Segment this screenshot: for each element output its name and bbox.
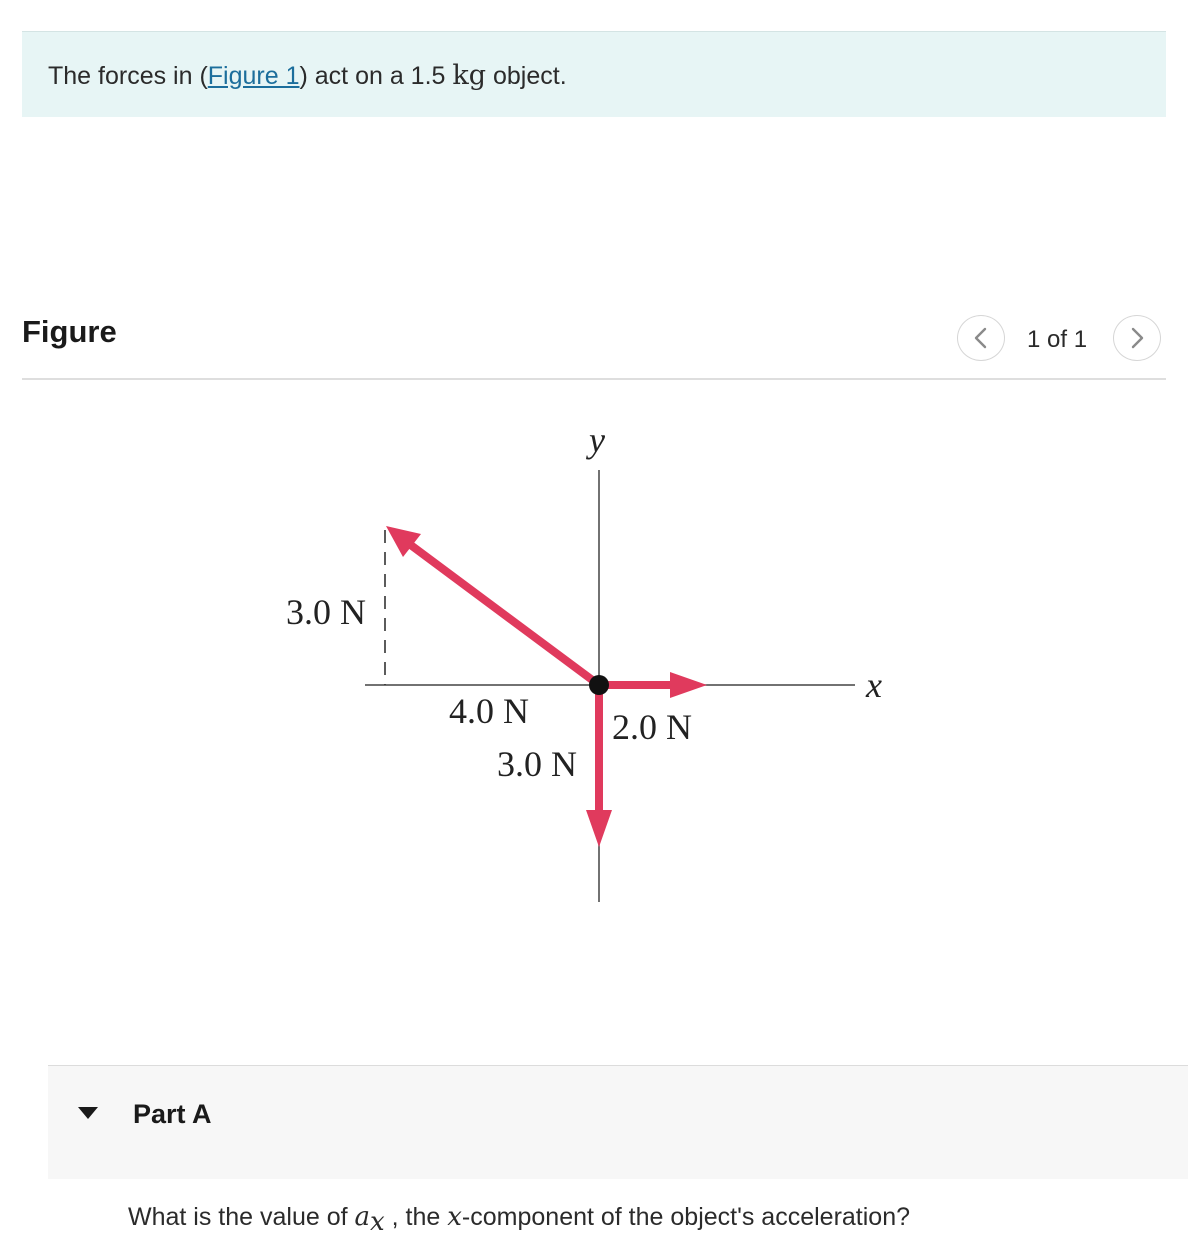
next-figure-button[interactable] — [1113, 315, 1161, 361]
figure-page-count: 1 of 1 — [1027, 326, 1088, 353]
force-diagram — [0, 380, 1188, 1060]
figure-pager — [955, 314, 1167, 364]
part-a-title: Part A — [133, 1099, 212, 1129]
problem-text-after-link: ) act on a 1.5 — [299, 62, 453, 90]
force-right-arrow — [599, 672, 707, 698]
part-a-header[interactable] — [48, 1065, 1188, 1179]
var-a-subscript: x — [370, 1207, 385, 1237]
label-right-force: 2.0 N — [612, 707, 692, 747]
problem-statement-box — [22, 31, 1166, 117]
problem-statement — [48, 60, 567, 91]
label-horizontal-component: 4.0 N — [449, 691, 529, 731]
var-x: x — [447, 1202, 462, 1232]
chevron-right-icon — [1127, 326, 1147, 350]
y-axis-label: y — [589, 420, 605, 460]
label-vertical-component: 3.0 N — [286, 592, 366, 632]
question-text-end: -component of the object's acceleration? — [461, 1203, 911, 1231]
label-down-force: 3.0 N — [497, 744, 577, 784]
part-a-question — [128, 1202, 910, 1237]
prev-figure-button[interactable] — [957, 315, 1005, 361]
problem-text-end: object. — [486, 62, 567, 90]
x-axis-label: x — [866, 665, 882, 705]
collapse-triangle-icon[interactable] — [78, 1107, 98, 1119]
chevron-left-icon — [971, 326, 991, 350]
force-upper-left-arrow — [386, 526, 599, 685]
question-text-before: What is the value of — [128, 1203, 355, 1231]
mass-unit: kg — [452, 60, 487, 91]
problem-text-before: The forces in ( — [48, 62, 208, 90]
figure-title: Figure — [22, 314, 117, 349]
var-a: a — [354, 1202, 371, 1232]
force-down-arrow — [586, 685, 612, 847]
question-text-middle: , the — [384, 1203, 448, 1231]
figure-link[interactable]: Figure 1 — [207, 62, 300, 90]
object-dot — [589, 675, 609, 695]
